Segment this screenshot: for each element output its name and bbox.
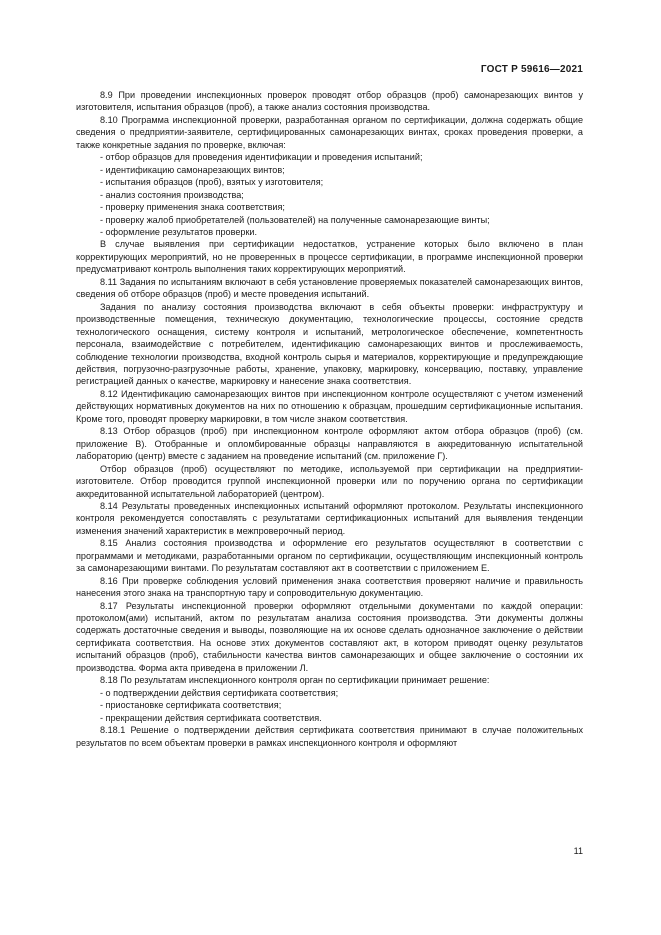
paragraph: В случае выявления при сертификации недостатков, устранение которых было включено в план корректирующих мероприятий, но не проверенных в процессе сертификации, в программе инспекционной проверки предусматривают контроль выполнения таких корректирующих мероприятий. bbox=[76, 239, 583, 275]
paragraph: 8.16 При проверке соблюдения условий применения знака соответствия проверяют наличие и правильность нанесения этого знака на транспортную тару и сопроводительную документацию. bbox=[76, 575, 583, 599]
paragraph: 8.13 Отбор образцов (проб) при инспекционном контроле оформляют актом отбора образцов (проб) (см. приложение В). Отобранные и опломбированные образцы направляются в аккредитованную испытательной лабораторию (центр) вместе с заданием на проведение испытаний (см. приложение Г). bbox=[76, 426, 583, 462]
list-item: - о подтверждении действия сертификата соответствия; bbox=[100, 687, 339, 698]
document-body bbox=[76, 89, 583, 749]
paragraph: 8.9 При проведении инспекционных проверок проводят отбор образцов (проб) самонарезающих винтов у изготовителя, испытания образцов (проб), а также анализ состояния производства. bbox=[76, 90, 583, 113]
list-item: - приостановке сертификата соответствия; bbox=[100, 700, 282, 711]
document-code-header: ГОСТ Р 59616—2021 bbox=[480, 64, 583, 75]
paragraph: 8.15 Анализ состояния производства и оформление его результатов осуществляют в соответствии с программами и методиками, разработанными органом по сертификации, осуществляющим инспекционный контроль за самонарезающими винтами. По результатам составляют акт в соответствии с приложением Е. bbox=[76, 538, 583, 574]
paragraph: 8.14 Результаты проведенных инспекционных испытаний оформляют протоколом. Результаты инспекционного контроля рекомендуется сопоставлять с результатами сертификационных испытаний для выявления тенденции изменения значений характеристик в межпроверочный период. bbox=[76, 500, 583, 536]
list-item: - идентификацию самонарезающих винтов; bbox=[100, 164, 285, 175]
page-number: 11 bbox=[573, 846, 583, 856]
list-item: - оформление результатов проверки. bbox=[100, 226, 258, 237]
list-item: - испытания образцов (проб), взятых у изготовителя; bbox=[100, 177, 324, 188]
paragraph: 8.17 Результаты инспекционной проверки оформляют отдельными документами по каждой операции: протоколом(ами) испытаний, актом по результатам анализа состояния производства. Эти документы должны содержать достаточные сведения и выводы, позволяющие на их основе сделать однозначное заключение о действии сертификата соответствия. На основе этих документов составляют акт, в котором приводят оценку результатов испытаний образцов (проб), стабильности качества винтов самонарезающих и общее заключение о состоянии их производства. Форма акта приведена в приложении Л. bbox=[76, 600, 583, 673]
paragraph: 8.11 Задания по испытаниям включают в себя установление проверяемых показателей самонарезающих винтов, сведения об отборе образцов (проб) и месте проведения испытаний. bbox=[76, 276, 583, 300]
paragraph: 8.10 Программа инспекционной проверки, разработанная органом по сертификации, должна содержать общие сведения о предприятии-заявителе, сертифицированных самонарезающих винтах, сроках проведения проверки, а также конкретные задания по проверке, включая: bbox=[76, 114, 583, 150]
paragraph: Задания по анализу состояния производства включают в себя объекты проверки: инфраструктуру и производственные помещения, техническую документацию, технологические процессы, состояние средств технологического оснащения, систему контроля и испытаний, метрологическое обеспечение, компетентность персонала, взаимодействие с потребителем, идентификацию самонарезающих винтов и прослеживаемость, соблюдение технологии производства, входной контроль сырья и материалов, корректирующие и предупреждающие действия, погрузочно-разгрузочные работы, хранение, упаковку, маркировку, консервацию, поставку, управление регистрацией данных о качестве, маркировку и нанесение знака соответствия. bbox=[76, 301, 583, 387]
list-item: - прекращении действия сертификата соответствия. bbox=[100, 712, 322, 723]
paragraph: 8.12 Идентификацию самонарезающих винтов при инспекционном контроле осуществляют с учетом изменений действующих нормативных документов на них по отношению к образцам, прошедшим сертификационные испытания. Кроме того, проводят проверку маркировки, в том числе знаком соответствия. bbox=[76, 388, 583, 424]
paragraph: Отбор образцов (проб) осуществляют по методике, используемой при сертификации на предприятии-изготовителе. Отбор проводится группой инспекционной проверки или по поручению органа по сертификации аккредитованной испытательной лабораторией (центром). bbox=[76, 463, 583, 499]
list-item: - проверку применения знака соответствия; bbox=[100, 202, 285, 213]
list-item: - отбор образцов для проведения идентификации и проведения испытаний; bbox=[100, 152, 423, 163]
paragraph: 8.18 По результатам инспекционного контроля орган по сертификации принимает решение: bbox=[100, 675, 490, 686]
paragraph: 8.18.1 Решение о подтверждении действия сертификата соответствия принимают в случае положительных результатов по всем объектам проверки в рамках инспекционного контроля и оформляют bbox=[76, 725, 583, 748]
list-item: - проверку жалоб приобретателей (пользователей) на полученные самонарезающие винты; bbox=[100, 214, 490, 225]
list-item: - анализ состояния производства; bbox=[100, 189, 244, 200]
